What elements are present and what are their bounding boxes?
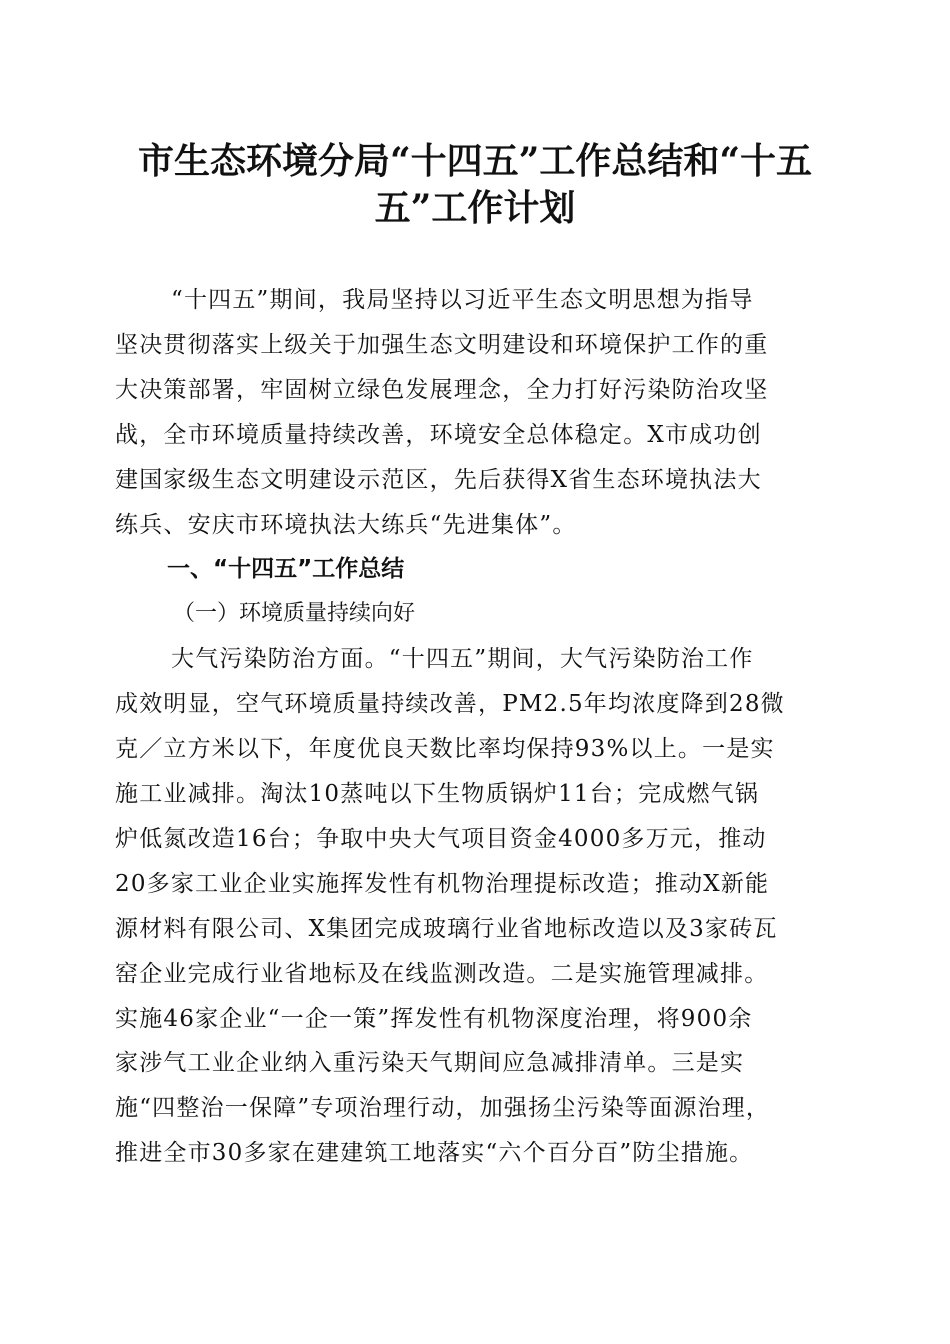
- paragraph-line: 施“四整治一保障”专项治理行动，加强扬尘污染等面源治理，: [115, 1095, 771, 1122]
- document-body: [115, 278, 837, 1176]
- air-pollution-paragraph: [115, 637, 837, 1176]
- paragraph-line: 窑企业完成行业省地标及在线监测改造。二是实施管理减排。: [115, 960, 769, 987]
- intro-line: 战，全市环境质量持续改善，环境安全总体稳定。X市成功创: [115, 421, 762, 448]
- paragraph-line: 施工业减排。淘汰10蒸吨以下生物质锅炉11台；完成燃气锅: [115, 780, 760, 807]
- subsection-heading: （一）环境质量持续向好: [173, 601, 416, 627]
- intro-line: 坚决贯彻落实上级关于加强生态文明建设和环境保护工作的重: [115, 331, 769, 358]
- paragraph-line: 20多家工业企业实施挥发性有机物治理提标改造；推动X新能: [115, 870, 770, 897]
- paragraph-line: 源材料有限公司、X集团完成玻璃行业省地标改造以及3家砖瓦: [115, 915, 778, 942]
- title-line-1: 市生态环境分局“十四五”工作总结和“十五: [137, 140, 813, 182]
- paragraph-line: 大气污染防治方面。“十四五”期间，大气污染防治工作: [171, 646, 754, 673]
- paragraph-line: 炉低氮改造16台；争取中央大气项目资金4000多万元，推动: [115, 825, 767, 852]
- paragraph-line: 实施46家企业“一企一策”挥发性有机物深度治理，将900余: [115, 1005, 753, 1032]
- paragraph-line: 家涉气工业企业纳入重污染天气期间应急减排清单。三是实: [115, 1050, 745, 1077]
- intro-paragraph: [115, 278, 837, 547]
- intro-line: 练兵、安庆市环境执法大练兵“先进集体”。: [115, 511, 577, 538]
- paragraph-line: 克／立方米以下，年度优良天数比率均保持93%以上。一是实: [115, 736, 775, 763]
- paragraph-line: 成效明显，空气环境质量持续改善，PM2.5年均浓度降到28微: [115, 691, 785, 718]
- section-heading: 一、“十四五”工作总结: [167, 556, 405, 583]
- paragraph-line: 推进全市30多家在建建筑工地落实“六个百分百”防尘措施。: [115, 1140, 754, 1167]
- intro-line: 建国家级生态文明建设示范区，先后获得X省生态环境执法大: [115, 466, 762, 493]
- title-line-2: 五”工作计划: [374, 187, 576, 229]
- document-title: [100, 138, 850, 232]
- intro-line: 大决策部署，牢固树立绿色发展理念，全力打好污染防治攻坚: [115, 376, 769, 403]
- intro-line: “十四五”期间，我局坚持以习近平生态文明思想为指导: [171, 287, 754, 313]
